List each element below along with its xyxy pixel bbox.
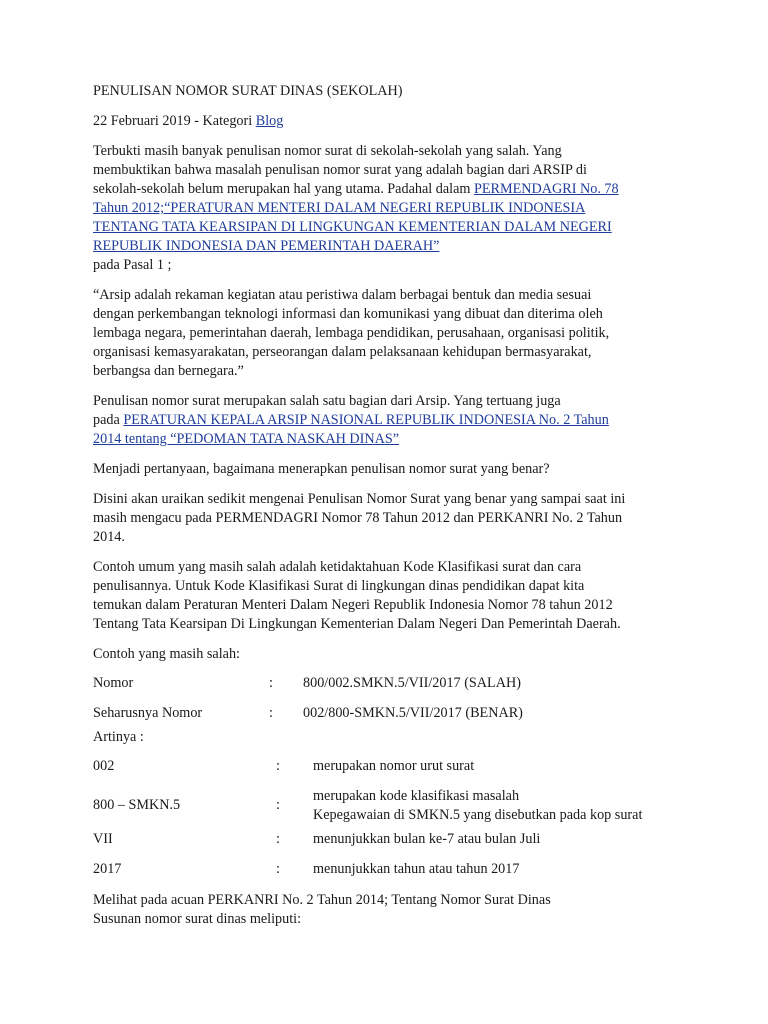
meaning-colon: : [276,797,280,813]
meaning-label: 2017 [93,861,122,877]
arsip-text: pada [93,412,124,428]
permendagri-link[interactable]: Tahun 2012;“PERATURAN MENTERI DALAM NEGERI REPUBLIK INDONESIA [93,200,586,216]
closing-line: Susunan nomor surat dinas meliputi: [93,911,302,927]
permendagri-link[interactable]: REPUBLIK INDONESIA DAN PEMERINTAH DAERAH” [93,238,440,254]
quote-line: “Arsip adalah rekaman kegiatan atau peristiwa dalam berbagai bentuk dan media sesuai [93,287,592,303]
meaning-row [93,758,683,777]
example-label: Nomor [93,675,134,691]
quote-line: berbangsa dan bernegara.” [93,363,244,379]
quote-line: lembaga negara, pemerintahan daerah, lembaga pendidikan, perusahaan, organisasi politik, [93,325,610,341]
example-row-nomor [93,675,683,694]
disini-line: Disini akan uraikan sedikit mengenai Penulisan Nomor Surat yang benar yang sampai saat ini [93,491,626,507]
contoh-line: penulisannya. Untuk Kode Klasifikasi Surat di lingkungan dinas pendidikan dapat kita [93,578,585,594]
example-value: 800/002.SMKN.5/VII/2017 (SALAH) [303,675,521,691]
category-link[interactable]: Blog [255,113,284,129]
example-colon: : [269,705,273,721]
contoh-line: Tentang Tata Kearsipan Di Lingkungan Kementerian Dalam Negeri Dan Pemerintah Daerah. [93,616,621,632]
artinya-label: Artinya : [93,729,144,745]
arsip-line [93,430,683,449]
permendagri-link[interactable]: PERMENDAGRI No. 78 [473,181,619,197]
intro-line [93,218,683,237]
meaning-value: menunjukkan tahun atau tahun 2017 [313,861,520,877]
intro-line: membuktikan bahwa masalah penulisan nomor surat yang adalah bagian dari ARSIP di [93,162,587,178]
contoh-salah-heading: Contoh yang masih salah: [93,646,240,662]
meaning-row [93,831,683,850]
intro-line: pada Pasal 1 ; [93,257,172,273]
example-colon: : [269,675,273,691]
intro-paragraph [93,142,683,275]
intro-line: Terbukti masih banyak penulisan nomor surat di sekolah-sekolah yang salah. Yang [93,143,562,159]
example-value: 002/800-SMKN.5/VII/2017 (BENAR) [303,705,523,721]
perka-anri-link[interactable]: 2014 tentang “PEDOMAN TATA NASKAH DINAS” [93,431,400,447]
meaning-label: 800 – SMKN.5 [93,797,181,813]
meaning-colon: : [276,861,280,877]
question-paragraph: Menjadi pertanyaan, bagaimana menerapkan penulisan nomor surat yang benar? [93,461,550,477]
example-label: Seharusnya Nomor [93,705,203,721]
quote-paragraph [93,286,683,381]
intro-line [93,237,683,256]
intro-text: sekolah-sekolah belum merupakan hal yang utama. Padahal dalam [93,181,474,197]
post-meta [93,112,683,131]
intro-line [93,199,683,218]
meaning-colon: : [276,831,280,847]
meaning-label: VII [93,831,113,847]
closing-line: Melihat pada acuan PERKANRI No. 2 Tahun 2014; Tentang Nomor Surat Dinas [93,892,551,908]
meaning-row [93,861,683,880]
contoh-line: Contoh umum yang masih salah adalah ketidaktahuan Kode Klasifikasi surat dan cara [93,559,582,575]
permendagri-link[interactable]: TENTANG TATA KEARSIPAN DI LINGKUNGAN KEMENTERIAN DALAM NEGERI [93,219,612,235]
arsip-paragraph [93,392,683,449]
quote-line: organisasi kemasyarakatan, perseorangan dalam pelaksanaan kehidupan bermasyarakat, [93,344,592,360]
meaning-value: merupakan nomor urut surat [313,758,475,774]
meaning-value: menunjukkan bulan ke-7 atau bulan Juli [313,831,541,847]
contoh-umum-paragraph [93,558,683,634]
contoh-line: temukan dalam Peraturan Menteri Dalam Negeri Republik Indonesia Nomor 78 tahun 2012 [93,597,613,613]
meaning-row [93,788,683,826]
post-date: 22 Februari 2019 - Kategori [93,113,256,129]
disini-line: 2014. [93,529,125,545]
arsip-line: Penulisan nomor surat merupakan salah satu bagian dari Arsip. Yang tertuang juga [93,393,561,409]
perka-anri-link[interactable]: PERATURAN KEPALA ARSIP NASIONAL REPUBLIK INDONESIA No. 2 Tahun [123,412,609,428]
disini-line: masih mengacu pada PERMENDAGRI Nomor 78 Tahun 2012 dan PERKANRI No. 2 Tahun [93,510,623,526]
page-title: PENULISAN NOMOR SURAT DINAS (SEKOLAH) [93,83,403,99]
example-row-seharusnya [93,705,683,724]
meaning-value: Kepegawaian di SMKN.5 yang disebutkan pada kop surat [313,807,643,823]
meaning-value: merupakan kode klasifikasi masalah [313,788,520,804]
intro-line [93,180,683,199]
closing-paragraph [93,891,683,929]
meaning-colon: : [276,758,280,774]
document-page [93,82,683,929]
arsip-line [93,411,683,430]
disini-paragraph [93,490,683,547]
meaning-label: 002 [93,758,115,774]
quote-line: dengan perkembangan teknologi informasi dan komunikasi yang dibuat dan diterima oleh [93,306,603,322]
